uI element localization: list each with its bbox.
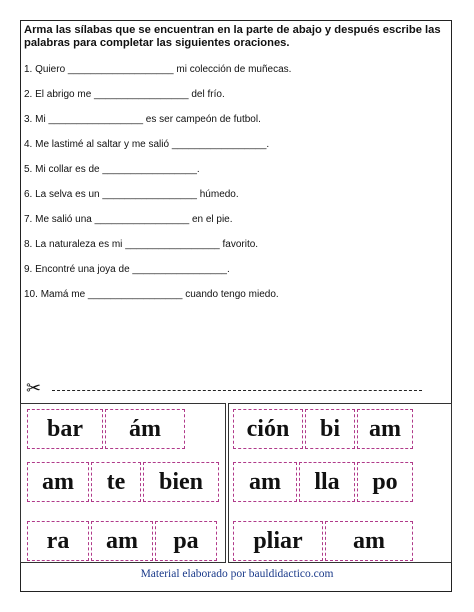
sentence-8 [24,239,258,250]
sentence-blank: _________________ [48,114,144,125]
sentence-number: 3. [24,114,33,125]
sentence-number: 10. [24,289,38,300]
syllable-tile[interactable]: am [325,521,413,561]
sentence-before: Me lastimé al saltar y me salió [35,139,170,150]
scissors-icon: ✂ [26,378,42,398]
sentence-number: 1. [24,64,33,75]
sentence-before: Mi collar es de [35,164,100,175]
sentence-number: 2. [24,89,33,100]
sentence-after: cuando tengo miedo. [185,289,279,300]
sentence-after: mi colección de muñecas. [176,64,292,75]
sentence-after: húmedo. [199,189,239,200]
syllable-tile[interactable]: ra [27,521,89,561]
sentence-after: en el pie. [191,214,233,225]
sentence-number: 8. [24,239,33,250]
syllable-tile[interactable]: bar [27,409,103,449]
syllable-tile[interactable]: lla [299,462,355,502]
sentence-2 [24,89,225,100]
sentence-blank: _________________ [102,189,197,200]
sentence-before: La naturaleza es mi [35,239,123,250]
sentence-number: 9. [24,264,33,275]
sentence-blank: ___________________ [67,64,174,75]
syllable-tile[interactable]: am [357,409,413,449]
syllable-tile[interactable]: bien [143,462,219,502]
sentence-after: es ser campeón de futbol. [145,114,261,125]
sentence-blank: _________________ [125,239,220,250]
syllable-tile[interactable]: pliar [233,521,323,561]
syllable-tile[interactable]: te [91,462,141,502]
sentence-5 [24,164,200,175]
syllable-tile[interactable]: ción [233,409,303,449]
sentence-9 [24,264,230,275]
syllable-tile[interactable]: am [233,462,297,502]
sentence-before: Encontré una joya de [35,264,130,275]
sentence-after: . [266,139,270,150]
sentence-blank: _________________ [94,214,190,225]
sentence-number: 5. [24,164,33,175]
sentence-4 [24,139,269,150]
sentence-6 [24,189,239,200]
syllable-tile[interactable]: bi [305,409,355,449]
syllable-tile[interactable]: po [357,462,413,502]
sentence-number: 4. [24,139,33,150]
sentence-number: 7. [24,214,33,225]
sentence-before: Mi [35,114,46,125]
sentence-1 [24,64,291,75]
sentence-after: favorito. [222,239,259,250]
sentence-before: Mamá me [40,289,86,300]
sentence-3 [24,114,261,125]
sentence-after: . [226,264,230,275]
sentence-before: El abrigo me [35,89,92,100]
sentence-blank: _________________ [94,89,189,100]
sentence-10 [24,289,279,300]
sentence-blank: _________________ [171,139,267,150]
syllable-tile[interactable]: am [91,521,153,561]
sentence-number: 6. [24,189,33,200]
syllable-tile[interactable]: pa [155,521,217,561]
sentence-after: . [196,164,200,175]
syllable-tile[interactable]: am [27,462,89,502]
footer-credit: Material elaborado por bauldidactico.com [140,568,334,580]
sentence-blank: _________________ [87,289,183,300]
sentence-blank: _________________ [102,164,197,175]
sentence-before: Me salió una [35,214,92,225]
sentence-before: Quiero [35,64,66,75]
sentence-blank: _________________ [132,264,227,275]
cut-dashed-line [52,390,422,391]
sentence-after: del frío. [191,89,225,100]
sentence-before: La selva es un [35,189,100,200]
sentence-7 [24,214,233,225]
cut-line [26,378,426,398]
syllable-tile[interactable]: ám [105,409,185,449]
instructions-text: Arma las sílabas que se encuentran en la parte de abajo y después escribe las palabras para completar las siguientes oraciones. [24,24,441,49]
